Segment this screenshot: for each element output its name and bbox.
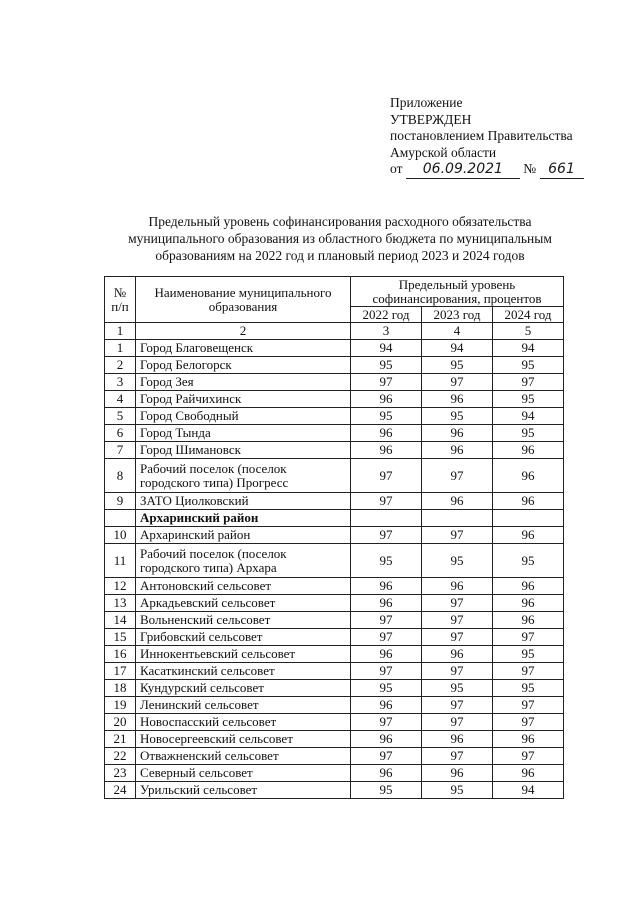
- value-2024: 96: [493, 612, 564, 629]
- header-2024: 2024 год: [493, 307, 564, 323]
- value-2023: 96: [422, 442, 493, 459]
- row-number: 20: [105, 714, 136, 731]
- value-2023: 95: [422, 680, 493, 697]
- row-number: 19: [105, 697, 136, 714]
- handwritten-number: 661: [540, 161, 584, 179]
- value-2023: 97: [422, 374, 493, 391]
- value-2022: 97: [351, 629, 422, 646]
- value-2023: 95: [422, 544, 493, 578]
- row-number: 4: [105, 391, 136, 408]
- value-2024: 97: [493, 663, 564, 680]
- value-2024: 95: [493, 391, 564, 408]
- table-row: [105, 680, 564, 697]
- row-number: 24: [105, 782, 136, 799]
- value-2022: 96: [351, 578, 422, 595]
- value-2023: 95: [422, 357, 493, 374]
- row-number: 3: [105, 374, 136, 391]
- value-2023: 97: [422, 663, 493, 680]
- row-number: 12: [105, 578, 136, 595]
- table-row: [105, 544, 564, 578]
- table-row: [105, 527, 564, 544]
- resolution-label: постановлением Правительства: [390, 128, 573, 143]
- value-2024: 96: [493, 765, 564, 782]
- cofinancing-table: [104, 276, 564, 799]
- value-2022: 95: [351, 357, 422, 374]
- value-2024: 97: [493, 374, 564, 391]
- value-2023: 97: [422, 459, 493, 493]
- value-2023: 97: [422, 595, 493, 612]
- table-row: [105, 629, 564, 646]
- table-row: [105, 425, 564, 442]
- row-name: Аркадьевский сельсовет: [136, 595, 351, 612]
- value-2022: 96: [351, 595, 422, 612]
- title-line-3: образованиям на 2022 год и плановый период 2023 и 2024 годов: [155, 248, 525, 263]
- row-number: 8: [105, 459, 136, 493]
- value-2022: 96: [351, 731, 422, 748]
- value-2024: 95: [493, 357, 564, 374]
- value-2023: 95: [422, 782, 493, 799]
- row-number: 23: [105, 765, 136, 782]
- row-name: Касаткинский сельсовет: [136, 663, 351, 680]
- index-cell: 5: [493, 323, 564, 340]
- title-line-2: муниципального образования из областного бюджета по муниципальным: [128, 231, 552, 246]
- table-row: [105, 442, 564, 459]
- row-name: Грибовский сельсовет: [136, 629, 351, 646]
- row-name: Архаринский район: [136, 527, 351, 544]
- row-number: 16: [105, 646, 136, 663]
- row-name: Город Зея: [136, 374, 351, 391]
- table-row: [105, 697, 564, 714]
- index-cell: 3: [351, 323, 422, 340]
- value-2023: 97: [422, 748, 493, 765]
- row-number: 6: [105, 425, 136, 442]
- value-2024: 95: [493, 646, 564, 663]
- row-name: Антоновский сельсовет: [136, 578, 351, 595]
- value-2022: 96: [351, 697, 422, 714]
- approved-label: УТВЕРЖДЕН: [390, 111, 472, 127]
- row-number: 13: [105, 595, 136, 612]
- value-2023: 97: [422, 629, 493, 646]
- value-2022: 97: [351, 493, 422, 510]
- section-row: [105, 510, 564, 527]
- value-2023: [422, 510, 493, 527]
- value-2022: 94: [351, 340, 422, 357]
- value-2024: 95: [493, 425, 564, 442]
- row-name: Рабочий поселок (поселок городского типа) Архара: [136, 544, 351, 578]
- row-name: Город Райчихинск: [136, 391, 351, 408]
- value-2023: 94: [422, 340, 493, 357]
- value-2024: 96: [493, 527, 564, 544]
- table-row: [105, 782, 564, 799]
- row-name: ЗАТО Циолковский: [136, 493, 351, 510]
- table-row: [105, 646, 564, 663]
- date-number-line: [390, 161, 584, 179]
- row-number: 14: [105, 612, 136, 629]
- row-number: 2: [105, 357, 136, 374]
- table-row: [105, 391, 564, 408]
- value-2024: 96: [493, 459, 564, 493]
- value-2022: 97: [351, 374, 422, 391]
- value-2022: 97: [351, 714, 422, 731]
- value-2023: 97: [422, 612, 493, 629]
- value-2023: 96: [422, 765, 493, 782]
- row-name: Кундурский сельсовет: [136, 680, 351, 697]
- row-name: Ленинский сельсовет: [136, 697, 351, 714]
- value-2024: 96: [493, 442, 564, 459]
- value-2024: 94: [493, 340, 564, 357]
- value-2022: 97: [351, 459, 422, 493]
- header-num: № п/п: [105, 277, 136, 323]
- value-2022: 97: [351, 663, 422, 680]
- index-cell: 4: [422, 323, 493, 340]
- row-name: Урильский сельсовет: [136, 782, 351, 799]
- header-name: Наименование муниципального образования: [136, 277, 351, 323]
- row-name: Вольненский сельсовет: [136, 612, 351, 629]
- row-number: 5: [105, 408, 136, 425]
- value-2024: [493, 510, 564, 527]
- value-2024: 96: [493, 493, 564, 510]
- value-2023: 97: [422, 527, 493, 544]
- header-level: Предельный уровень софинансирования, процентов: [351, 277, 564, 307]
- row-name: Город Шимановск: [136, 442, 351, 459]
- appendix-label: Приложение: [390, 95, 463, 110]
- table-row: [105, 459, 564, 493]
- row-number: 1: [105, 340, 136, 357]
- value-2024: 94: [493, 408, 564, 425]
- value-2022: 96: [351, 646, 422, 663]
- value-2024: 96: [493, 578, 564, 595]
- row-number: 22: [105, 748, 136, 765]
- index-row: [105, 323, 564, 340]
- row-name: Новосергеевский сельсовет: [136, 731, 351, 748]
- value-2024: 97: [493, 697, 564, 714]
- value-2022: [351, 510, 422, 527]
- value-2024: 95: [493, 680, 564, 697]
- value-2024: 97: [493, 629, 564, 646]
- value-2023: 96: [422, 391, 493, 408]
- from-label: от: [390, 161, 403, 176]
- value-2023: 96: [422, 578, 493, 595]
- table-row: [105, 374, 564, 391]
- header-2023: 2023 год: [422, 307, 493, 323]
- value-2024: 96: [493, 595, 564, 612]
- header-2022: 2022 год: [351, 307, 422, 323]
- row-number: 18: [105, 680, 136, 697]
- value-2022: 95: [351, 544, 422, 578]
- value-2023: 97: [422, 697, 493, 714]
- value-2023: 95: [422, 408, 493, 425]
- value-2022: 97: [351, 527, 422, 544]
- row-name: Город Свободный: [136, 408, 351, 425]
- value-2023: 96: [422, 425, 493, 442]
- value-2023: 96: [422, 646, 493, 663]
- number-label: №: [523, 161, 537, 176]
- row-name: Иннокентьевский сельсовет: [136, 646, 351, 663]
- value-2024: 97: [493, 748, 564, 765]
- value-2024: 96: [493, 731, 564, 748]
- row-name: Северный сельсовет: [136, 765, 351, 782]
- table-row: [105, 340, 564, 357]
- table-row: [105, 663, 564, 680]
- value-2022: 96: [351, 425, 422, 442]
- row-name: Отважненский сельсовет: [136, 748, 351, 765]
- value-2022: 96: [351, 442, 422, 459]
- index-cell: 2: [136, 323, 351, 340]
- table-row: [105, 748, 564, 765]
- row-number: 17: [105, 663, 136, 680]
- row-name: Город Благовещенск: [136, 340, 351, 357]
- table-row: [105, 765, 564, 782]
- table-row: [105, 612, 564, 629]
- table-row: [105, 714, 564, 731]
- region-label: Амурской области: [390, 144, 497, 160]
- row-name: Рабочий поселок (поселок городского типа) Прогресс: [136, 459, 351, 493]
- value-2022: 96: [351, 391, 422, 408]
- row-number: 11: [105, 544, 136, 578]
- value-2024: 95: [493, 544, 564, 578]
- row-name: Город Белогорск: [136, 357, 351, 374]
- value-2023: 96: [422, 493, 493, 510]
- approval-block: [390, 95, 584, 179]
- value-2022: 95: [351, 408, 422, 425]
- title-line-1: Предельный уровень софинансирования расходного обязательства: [148, 214, 532, 229]
- row-number: 15: [105, 629, 136, 646]
- row-number: 21: [105, 731, 136, 748]
- value-2022: 95: [351, 782, 422, 799]
- row-number: [105, 510, 136, 527]
- index-cell: 1: [105, 323, 136, 340]
- row-name: Город Тында: [136, 425, 351, 442]
- table-row: [105, 408, 564, 425]
- row-number: 7: [105, 442, 136, 459]
- table-row: [105, 578, 564, 595]
- value-2022: 97: [351, 748, 422, 765]
- value-2022: 97: [351, 612, 422, 629]
- value-2022: 96: [351, 765, 422, 782]
- handwritten-date: 06.09.2021: [406, 161, 520, 179]
- row-number: 10: [105, 527, 136, 544]
- value-2023: 97: [422, 714, 493, 731]
- document-title: [100, 213, 580, 264]
- row-number: 9: [105, 493, 136, 510]
- row-name: Новоспасский сельсовет: [136, 714, 351, 731]
- table-row: [105, 731, 564, 748]
- value-2024: 97: [493, 714, 564, 731]
- row-name: Архаринский район: [136, 510, 351, 527]
- table-row: [105, 357, 564, 374]
- table-row: [105, 493, 564, 510]
- value-2024: 94: [493, 782, 564, 799]
- value-2023: 96: [422, 731, 493, 748]
- value-2022: 95: [351, 680, 422, 697]
- table-row: [105, 595, 564, 612]
